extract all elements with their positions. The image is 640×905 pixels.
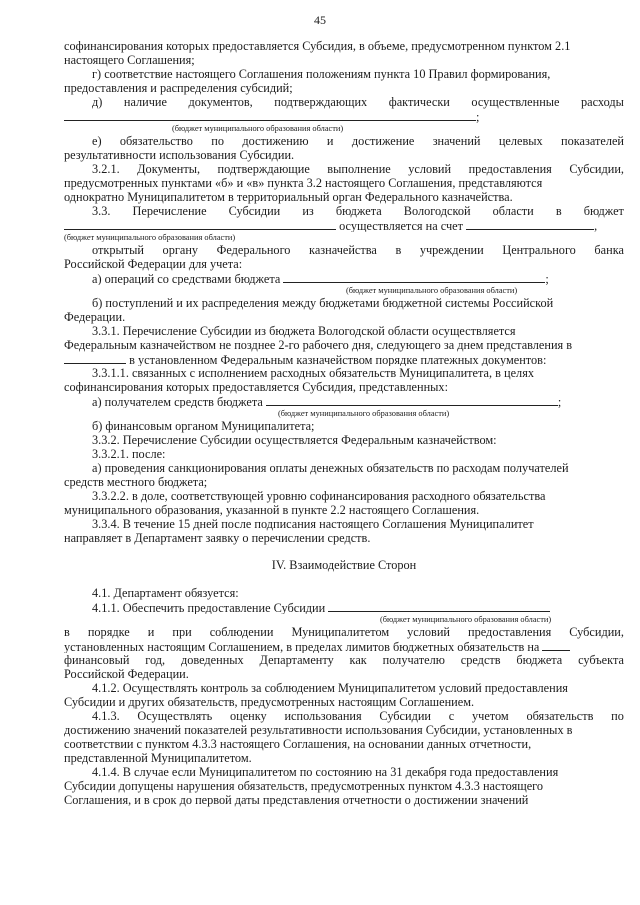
text-line: г) соответствие настоящего Соглашения положениям пункта 10 Правил формирования, (92, 67, 551, 81)
word: Субсидии (228, 204, 281, 218)
text-line: Федеральным казначейством не позднее 2-го рабочего дня, следующего за днем представления в (64, 338, 573, 352)
text-line: 4.1.4. В случае если Муниципалитетом по состоянию на 31 декабря года предоставления (92, 765, 559, 779)
text-line (64, 95, 624, 109)
text-run: а) операций со средствами бюджета (92, 272, 281, 285)
word: средств (460, 653, 501, 667)
text-run: установленных настоящим Соглашением, в пределах лимитов бюджетных обязательств на (64, 640, 540, 653)
text-line (64, 352, 624, 366)
word: в (395, 243, 402, 257)
field-caption: (бюджет муниципального образования области) (346, 286, 518, 295)
text-line: Российской Федерации для учета: (64, 257, 243, 271)
word: выполнение (327, 162, 391, 176)
word: Субсидии, (569, 625, 624, 639)
paragraph-item-b-receipts (64, 296, 624, 324)
field-caption: (бюджет муниципального образования области) (380, 615, 552, 624)
text-line: муниципального образования, указанной в пункте 2.2 настоящего Соглашения. (64, 503, 480, 517)
text-run: ; (545, 272, 549, 285)
word: значений (432, 134, 481, 148)
word: Вологодской (403, 204, 471, 218)
word: 3.3. (92, 204, 111, 218)
word: бюджета (335, 204, 382, 218)
field-caption: (бюджет муниципального образования области) (172, 124, 344, 133)
text-line: 3.3.1. Перечисление Субсидии из бюджета Вологодской области осуществляется (92, 324, 516, 338)
word: органу (162, 243, 199, 257)
paragraph-3-3-1 (64, 324, 624, 366)
word: условий (407, 625, 451, 639)
document-body (64, 39, 624, 807)
paragraph-3-3-4 (64, 517, 624, 545)
word: оценку (229, 709, 267, 723)
paragraph-3-3-1-1 (64, 366, 624, 394)
page-number: 45 (314, 13, 326, 27)
word: Документы, (137, 162, 201, 176)
paragraph-4-1-4 (64, 765, 624, 807)
word: наличие (123, 95, 167, 109)
word: Центрального (502, 243, 576, 257)
paragraph-cofinancing (64, 39, 624, 67)
text-line: предусмотренных пунктами «б» и «в» пункта 3.2 настоящего Соглашения, представляются (64, 176, 543, 190)
word: документов, (188, 95, 253, 109)
paragraph-item-a-operations (64, 271, 624, 296)
text-line (64, 134, 624, 148)
text-run: ; (557, 395, 562, 408)
word: по (211, 134, 224, 148)
text-line: а) проведения санкционирования оплаты денежных обязательств по расходам получателей (92, 461, 569, 475)
paragraph-item-e (64, 134, 624, 162)
word: показателей (561, 134, 624, 148)
text-line (64, 243, 624, 257)
word: и (326, 134, 334, 148)
blank-field (64, 352, 126, 364)
word: предоставления (468, 625, 552, 639)
word: предоставления (468, 162, 552, 176)
paragraph-item-g (64, 67, 624, 95)
blank-field (542, 639, 570, 651)
blank-field (328, 600, 550, 612)
word: д) (92, 95, 103, 109)
word: в (555, 204, 562, 218)
blank-field (64, 218, 336, 230)
word: с (448, 709, 455, 723)
text-line (64, 39, 624, 53)
text-line: 3.3.1.1. связанных с исполнением расходных обязательств Муниципалитета, в целях (92, 366, 534, 380)
word: 4.1.3. (92, 709, 120, 723)
text-line: Федерации. (64, 310, 126, 324)
text-run: в установленном Федеральным казначейством порядке платежных документов: (129, 353, 547, 366)
word: обязательств (526, 709, 594, 723)
word: достижение (351, 134, 415, 148)
text-run: софинансирования которых предоставляется Субсидия, в объеме, предусмотренном пунктом 2.1 (64, 39, 571, 53)
paragraph-4-1: 4.1. Департамент обязуется: (92, 586, 239, 600)
text-line: Субсидии и других обязательств, предусмотренных настоящим Соглашением. (64, 695, 475, 709)
word: бюджета (516, 653, 563, 667)
text-line: 3.3.4. В течение 15 дней после подписания настоящего Соглашения Муниципалитет (92, 517, 534, 531)
word: использования (284, 709, 362, 723)
field-caption: (бюджет муниципального образования области) (64, 233, 236, 242)
word: условий (408, 162, 452, 176)
text-line (64, 394, 624, 408)
text-line (64, 162, 624, 176)
word: соблюдении (209, 625, 274, 639)
word: получателю (382, 653, 445, 667)
text-line: соответствии с пунктом 4.3.3 настоящего Соглашения, на основании данных отчетности, (64, 737, 532, 751)
paragraph-3-3-2: 3.3.2. Перечисление Субсидии осуществляется Федеральным казначейством: (92, 433, 497, 447)
paragraph-4-1-1 (64, 600, 624, 681)
text-line: результативности использования Субсидии. (64, 148, 295, 162)
word: в (64, 625, 70, 639)
text-line (64, 625, 624, 639)
word: Субсидии, (569, 162, 624, 176)
word: доведенных (180, 653, 244, 667)
text-line (64, 709, 624, 723)
word: Осуществлять (137, 709, 213, 723)
text-line: софинансирования которых предоставляется Субсидия, представленных: (64, 380, 448, 394)
paragraph-3-3-2-1: 3.3.2.1. после: (92, 447, 166, 461)
paragraph-3-3-2-2 (64, 489, 624, 517)
paragraph-item-a-recipient (64, 394, 624, 419)
paragraph-item-a-sanction (64, 461, 624, 489)
text-line: Российской Федерации. (64, 667, 189, 681)
paragraph-3-2-1 (64, 162, 624, 204)
word: области (492, 204, 534, 218)
blank-field (266, 394, 558, 406)
word: обязательство (119, 134, 193, 148)
word: бюджет (583, 204, 624, 218)
text-line: средств местного бюджета; (64, 475, 208, 489)
word: при (172, 625, 192, 639)
word: учреждении (419, 243, 484, 257)
word: подтверждающих (274, 95, 368, 109)
word: Департаменту (259, 653, 334, 667)
word: как (349, 653, 367, 667)
paragraph-3-3 (64, 204, 624, 271)
paragraph-4-1-2 (64, 681, 624, 709)
word: год, (145, 653, 166, 667)
text-line (64, 296, 624, 310)
word: Субсидии (379, 709, 432, 723)
field-caption: (бюджет муниципального образования области) (278, 409, 450, 418)
text-line: осуществляется на счет , (64, 218, 624, 232)
word: Муниципалитетом (291, 625, 390, 639)
word: открытый (92, 243, 144, 257)
text-run: ; (476, 110, 480, 123)
section-heading: IV. Взаимодействие Сторон (271, 558, 417, 572)
word: расходы (581, 95, 624, 109)
text-line: направляет в Департамент заявку о перечислении средств. (64, 531, 371, 545)
word: Федерального (216, 243, 291, 257)
word: и (147, 625, 155, 639)
word: осуществленные (471, 95, 560, 109)
text-line: 3.3.2.2. в доле, соответствующей уровню софинансирования расходного обязательства (92, 489, 546, 503)
text-line: однократно Муниципалитетом в территориальный орган Федерального казначейства. (64, 190, 513, 204)
word: е) (92, 134, 102, 148)
blank-field (283, 271, 545, 283)
paragraph-item-b-finance-body: б) финансовым органом Муниципалитета; (92, 419, 315, 433)
text-line (64, 639, 624, 653)
word: фактически (388, 95, 450, 109)
word: 3.2.1. (92, 162, 120, 176)
text-run: осуществляется на счет (339, 219, 463, 232)
text-line: настоящего Соглашения; (64, 53, 195, 67)
text-line (64, 204, 624, 218)
text-line: достижению значений показателей результативности использования Субсидии, установленных в (64, 723, 573, 737)
word: достижению (242, 134, 309, 148)
text-line (64, 600, 624, 614)
text-line: Субсидии допущены нарушения обязательств, предусмотренных пунктом 4.3.3 настоящего (64, 779, 544, 793)
text-run: б) поступлений и их распределения между бюджетами бюджетной системы Российской (92, 296, 554, 310)
word: субъекта (578, 653, 624, 667)
word: банка (594, 243, 624, 257)
word: финансовый (64, 653, 130, 667)
word: по (611, 709, 624, 723)
text-line: 4.1.2. Осуществлять контроль за соблюдением Муниципалитетом условий предоставления (92, 681, 568, 695)
text-run: а) получателем средств бюджета (92, 395, 263, 408)
word: учетом (472, 709, 509, 723)
word: казначейства (309, 243, 377, 257)
text-run: 4.1.1. Обеспечить предоставление Субсидии (92, 601, 326, 614)
word: подтверждающие (217, 162, 310, 176)
word: Перечисление (132, 204, 207, 218)
text-line (64, 109, 624, 123)
word: из (302, 204, 314, 218)
paragraph-item-d (64, 95, 624, 134)
word: целевых (498, 134, 543, 148)
paragraph-4-1-3 (64, 709, 624, 765)
blank-field (466, 218, 594, 230)
text-line: представленной Муниципалитетом. (64, 751, 252, 765)
text-line: предоставления и распределения субсидий; (64, 81, 293, 95)
blank-field (64, 109, 476, 121)
text-line (64, 653, 624, 667)
text-line (64, 271, 624, 285)
text-line: Соглашения, и в срок до первой даты представления отчетности о достижении значений (64, 793, 529, 807)
word: порядке (87, 625, 130, 639)
